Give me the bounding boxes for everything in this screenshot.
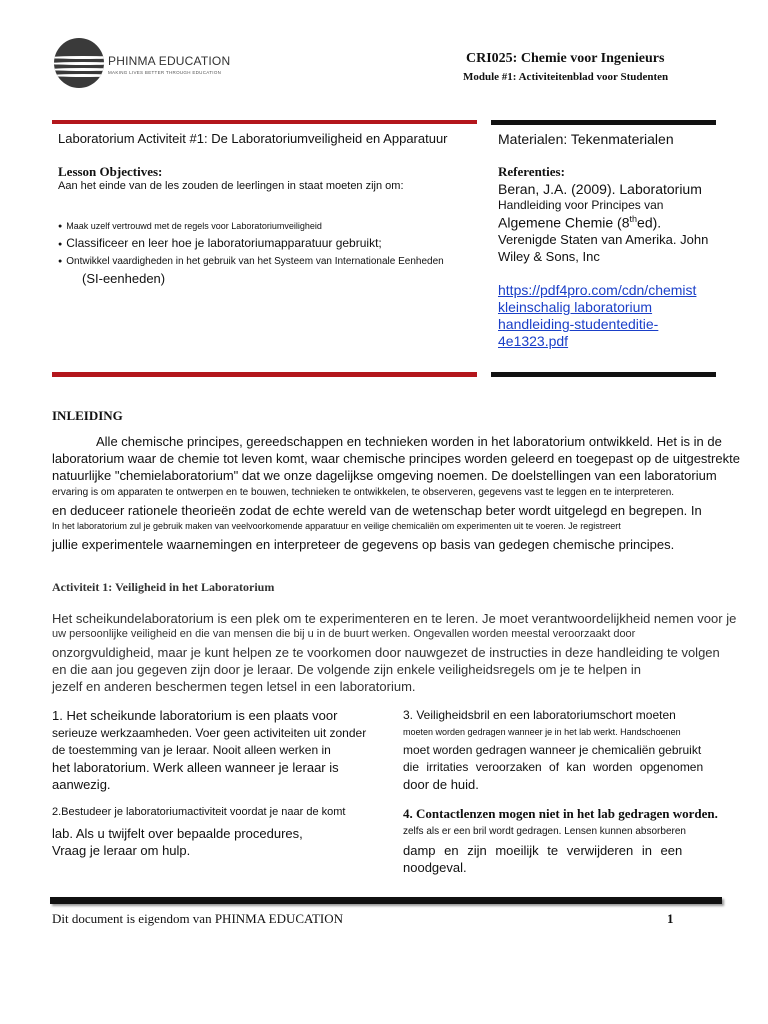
rule4-line: noodgeval. [403, 860, 467, 875]
module-subtitle: Module #1: Activiteitenblad voor Studenten [463, 71, 669, 83]
brand-tagline: MAKING LIVES BETTER THROUGH EDUCATION [108, 70, 222, 75]
rule2-line: Vraag je leraar om hulp. [52, 843, 191, 858]
reference-line: Handleiding voor Principes van [498, 198, 664, 212]
page-number: 1 [667, 911, 674, 926]
reference-text: ed). [637, 214, 662, 231]
rule4-heading: 4. Contactlenzen mogen niet in het lab gedragen worden. [403, 806, 718, 821]
activity1-line: jezelf en anderen beschermen tegen letsel in een laboratorium. [52, 679, 416, 694]
left-bottom-divider [52, 372, 477, 377]
activity1-line: en die aan jou gegeven zijn door je leraar. De volgende zijn enkele veiligheidsregels om je te helpen in [52, 662, 641, 677]
reference-line: Beran, J.A. (2009). Laboratorium [498, 181, 702, 197]
reference-line: Verenigde Staten van Amerika. John [498, 232, 709, 247]
reference-line: Wiley & Sons, Inc [498, 249, 600, 264]
objective-item: ● Ontwikkel vaardigheden in het gebruik van het Systeem van Internationale Eenheden [58, 256, 444, 267]
right-bottom-divider [491, 372, 716, 377]
objective-continuation: (SI-eenheden) [82, 271, 166, 286]
footer-divider [50, 897, 722, 904]
rule4-line: zelfs als er een bril wordt gedragen. Lensen kunnen absorberen [403, 826, 686, 837]
rule3-line: moeten worden gedragen wanneer je in het lab werkt. Handschoenen [403, 727, 681, 737]
right-top-divider [491, 120, 716, 125]
objectives-intro: Aan het einde van de les zouden de leerlingen in staat moeten zijn om: [58, 180, 404, 192]
reference-link[interactable]: kleinschalig laboratorium [498, 299, 653, 315]
reference-superscript: th [629, 214, 638, 224]
intro-line: en deduceer rationele theorieën zodat de echte wereld van de wetenschap beter wordt uitgelegd en begrepen. In [52, 503, 702, 518]
rule2-line: lab. Als u twijfelt over bepaalde procedures, [52, 826, 303, 841]
course-title: CRI025: Chemie voor Ingenieurs [466, 51, 665, 66]
reference-link[interactable]: 4e1323.pdf [498, 333, 569, 349]
reference-link[interactable]: handleiding-studenteditie- [498, 316, 659, 332]
activity1-line: uw persoonlijke veiligheid en die van mensen die bij u in de buurt werken. Ongevallen worden meestal veroorzaakt door [52, 628, 636, 640]
rule3-line: door de huid. [403, 777, 479, 792]
rule1-line: aanwezig. [52, 777, 111, 792]
activity1-heading: Activiteit 1: Veiligheid in het Laboratorium [52, 580, 275, 594]
rule1-line: het laboratorium. Werk alleen wanneer je leraar is [52, 760, 339, 775]
activity1-line: onzorgvuldigheid, maar je kunt helpen ze te voorkomen door nauwgezet de instructies in deze handleiding te volgen [52, 645, 720, 660]
activity-title: Laboratorium Activiteit #1: De Laboratoriumveiligheid en Apparatuur [58, 131, 448, 146]
activity1-line: Het scheikundelaboratorium is een plek om te experimenteren en te leren. Je moet verantwoordelijkheid nemen voor je [52, 611, 737, 626]
objective-item: ● Classificeer en leer hoe je laboratoriumapparatuur gebruikt; [58, 236, 382, 250]
intro-line: jullie experimentele waarnemingen en interpreteer de gegevens op basis van gedegen chemische principes. [52, 537, 675, 552]
intro-line: ervaring is om apparaten te ontwerpen en te bouwen, technieken te ontwikkelen, te observeren, gegevens vast te leggen en te interpreteren. [52, 487, 675, 498]
brand-name: PHINMA EDUCATION [108, 54, 231, 68]
rule2-line: 2.Bestudeer je laboratoriumactiviteit voordat je naar de komt [52, 806, 346, 818]
references-heading: Referenties: [498, 164, 565, 179]
rule4-line: damp en zijn moeilijk te verwijderen in een [403, 843, 683, 858]
objectives-heading: Lesson Objectives: [58, 164, 163, 179]
phinma-logo [54, 38, 104, 88]
reference-text: Algemene Chemie (8 [498, 214, 630, 231]
intro-line: laboratorium waar de chemie tot leven komt, waar chemische principes worden geleerd en toegepast op de uitgestrekte [52, 451, 740, 466]
intro-line: Alle chemische principes, gereedschappen en technieken worden in het laboratorium ontwikkeld. Het is in de [96, 434, 722, 449]
reference-link[interactable]: https://pdf4pro.com/cdn/chemist [498, 282, 697, 298]
rule1-line: de toestemming van je leraar. Nooit alleen werken in [52, 743, 331, 757]
rule3-line: 3. Veiligheidsbril en een laboratoriumschort moeten [403, 708, 676, 722]
rule3-line: die irritaties veroorzaken of kan worden opgenomen [403, 760, 704, 774]
intro-line: natuurlijke "chemielaboratorium" dat we onze dagelijkse omgeving noemen. De doelstellingen van een laboratorium [52, 468, 717, 483]
rule1-line: 1. Het scheikunde laboratorium is een plaats voor [52, 708, 338, 723]
left-top-divider [52, 120, 477, 124]
rule3-line: moet worden gedragen wanneer je chemicaliën gebruikt [403, 743, 702, 757]
objective-item: ● Maak uzelf vertrouwd met de regels voor Laboratoriumveiligheid [58, 221, 322, 231]
intro-heading: INLEIDING [52, 408, 123, 423]
intro-line: In het laboratorium zul je gebruik maken van veelvoorkomende apparatuur en veilige chemicaliën om experimenten uit te voeren. Je registreert [52, 521, 621, 531]
rule1-line: serieuze werkzaamheden. Voer geen activiteiten uit zonder [52, 726, 367, 740]
footer-ownership: Dit document is eigendom van PHINMA EDUCATION [52, 911, 344, 926]
materials-label: Materialen: Tekenmaterialen [498, 131, 674, 147]
reference-line-edition [498, 214, 661, 231]
